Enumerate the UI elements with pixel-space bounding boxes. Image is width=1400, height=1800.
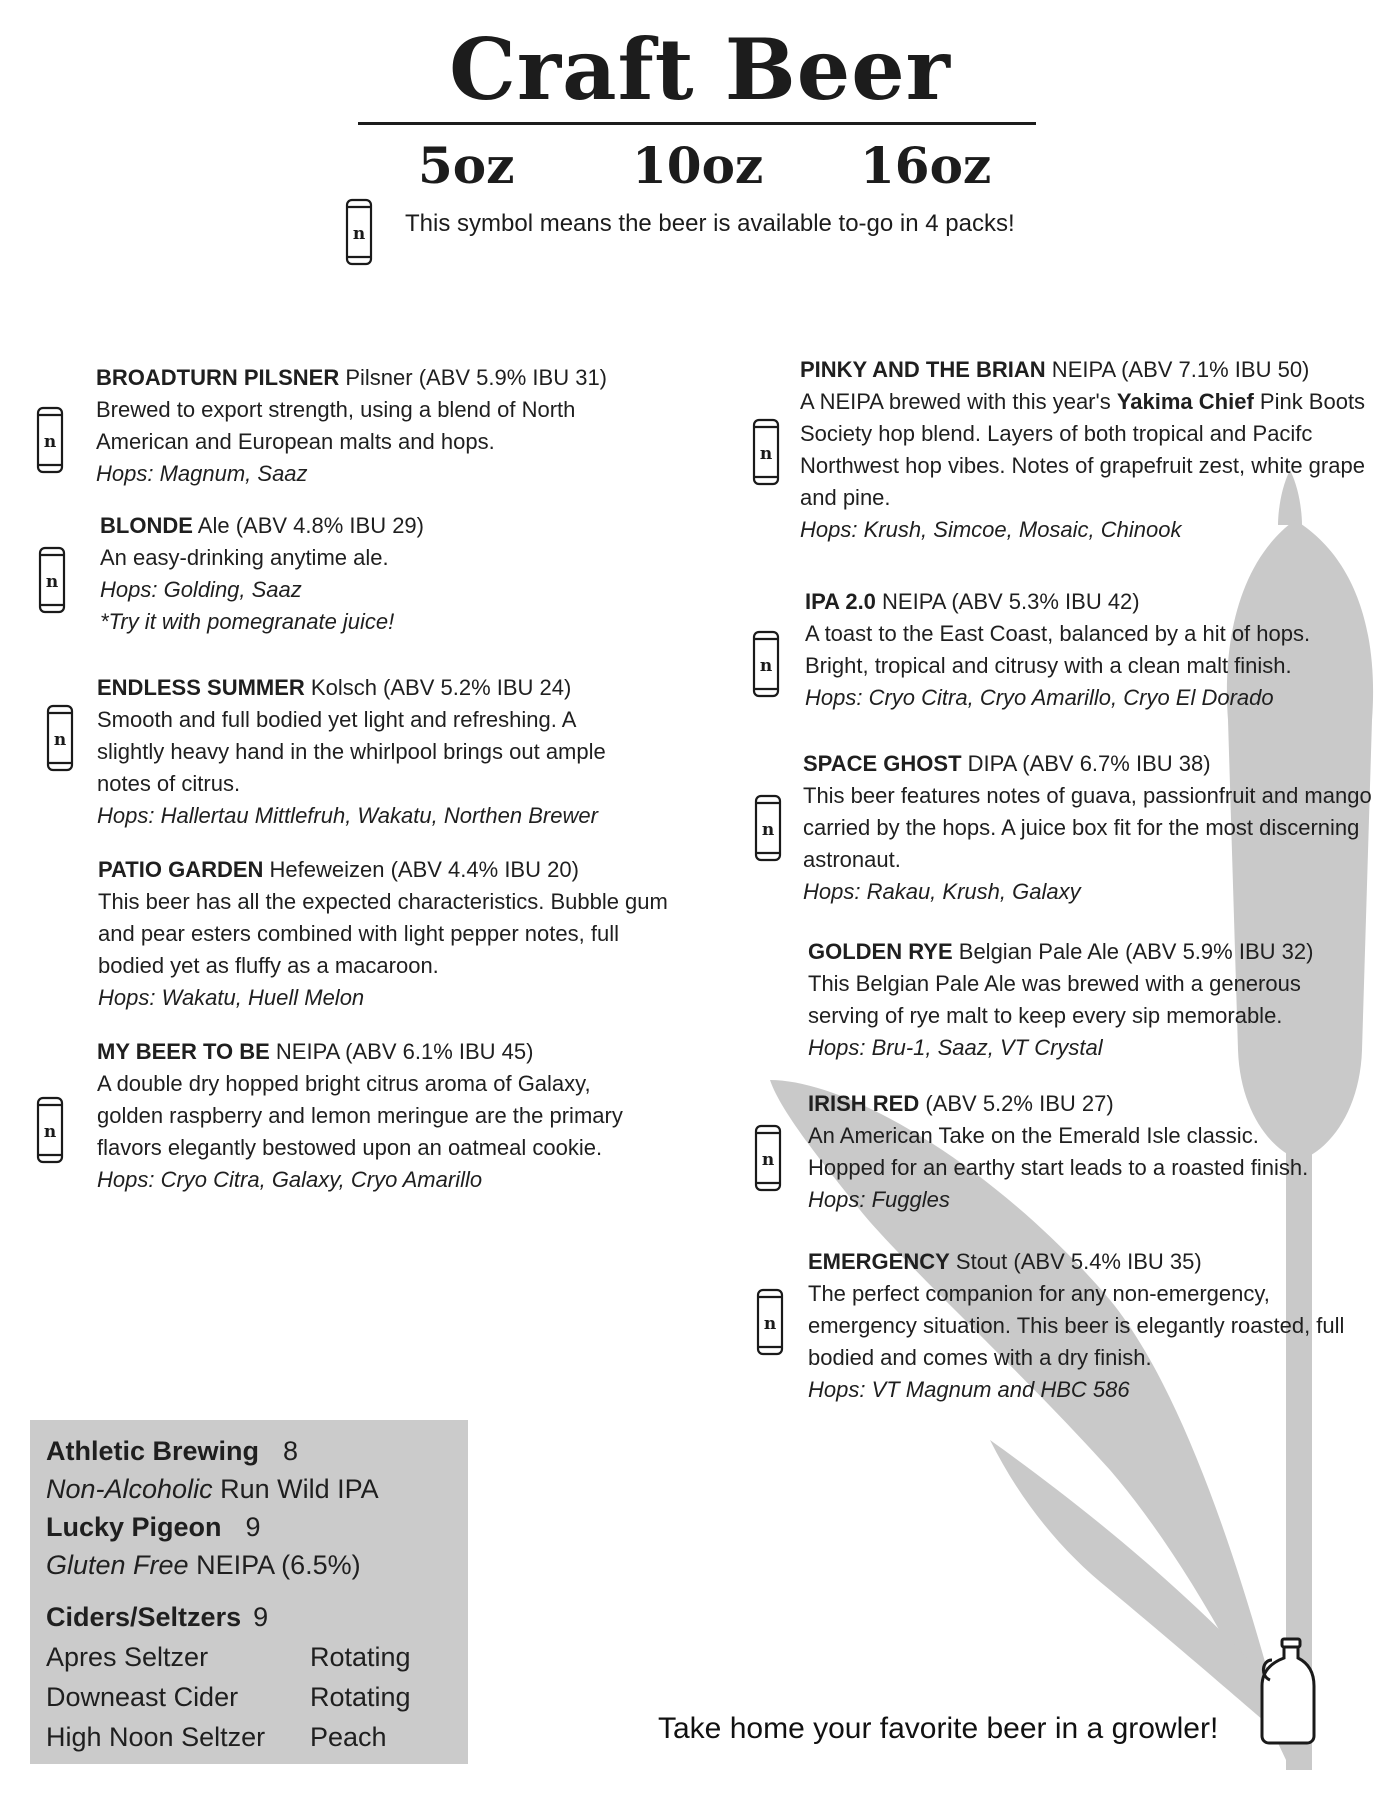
beer-irish-red: [808, 1088, 1308, 1216]
can-legend-text: This symbol means the beer is available to-go in 4 packs!: [405, 210, 1015, 237]
run-wild-ipa-label: Run Wild IPA: [212, 1474, 379, 1504]
title-divider: [358, 122, 1036, 125]
beer-blonde: [100, 510, 424, 638]
beer-pinky-and-the-brian: [800, 354, 1365, 546]
lucky-pigeon-heading: [46, 1512, 261, 1543]
ciders-seltzers-heading: [46, 1602, 268, 1633]
beer-golden-rye: [808, 936, 1313, 1064]
svg-text:n: n: [759, 656, 773, 676]
beer-desc-line: This beer has all the expected characteristics. Bubble gum: [98, 889, 668, 914]
can-icon: [46, 704, 74, 772]
beer-desc-line: bodied yet as fluffy as a macaroon.: [98, 953, 439, 978]
growler-promo-text: Take home your favorite beer in a growler!: [658, 1712, 1219, 1745]
beer-style: Kolsch (ABV 5.2% IBU 24): [304, 675, 572, 700]
beer-space-ghost: [803, 748, 1372, 908]
svg-text:n: n: [761, 820, 775, 840]
beer-desc-line: Smooth and full bodied yet light and refreshing. A: [97, 707, 577, 732]
beer-desc-line: notes of citrus.: [97, 771, 241, 796]
size-5oz: 5oz: [418, 136, 515, 195]
beer-name: ENDLESS SUMMER: [97, 675, 305, 700]
beer-desc-line: American and European malts and hops.: [96, 429, 495, 454]
beer-name: EMERGENCY: [808, 1249, 950, 1274]
beer-style: Ale (ABV 4.8% IBU 29): [192, 513, 424, 538]
svg-text:n: n: [761, 1150, 775, 1170]
beer-ipa-2-0: [805, 586, 1310, 714]
can-icon: [36, 1096, 64, 1164]
size-10oz: 10oz: [632, 136, 764, 195]
beer-broadturn-pilsner: [96, 362, 607, 490]
non-alcoholic-label: Non-Alcoholic: [46, 1474, 213, 1504]
beer-desc-line: flavors elegantly bestowed upon an oatmeal cookie.: [97, 1135, 603, 1160]
beer-name: BROADTURN PILSNER: [96, 365, 340, 390]
beer-style: DIPA (ABV 6.7% IBU 38): [961, 751, 1211, 776]
can-icon: [752, 418, 780, 486]
beer-desc-line: carried by the hops. A juice box fit for the most discerning: [803, 815, 1360, 840]
cider-flavor: Peach: [310, 1722, 387, 1752]
can-icon: [756, 1288, 784, 1356]
beer-desc-line: astronaut.: [803, 847, 901, 872]
beer-endless-summer: [97, 672, 606, 832]
cider-name: Downeast Cider: [46, 1682, 239, 1712]
cider-flavor: Rotating: [310, 1682, 411, 1712]
beer-name: GOLDEN RYE: [808, 939, 953, 964]
cider-name: High Noon Seltzer: [46, 1722, 266, 1752]
beer-my-beer-to-be: [97, 1036, 623, 1196]
gluten-free-label: Gluten Free: [46, 1550, 189, 1580]
beer-hops: Hops: Fuggles: [808, 1187, 950, 1212]
yakima-chief-brand: Yakima Chief: [1116, 389, 1254, 414]
beer-hops: Hops: Magnum, Saaz: [96, 461, 308, 486]
non-alcoholic-cider-box: [30, 1420, 468, 1764]
svg-text:n: n: [45, 572, 59, 592]
beer-desc-line: slightly heavy hand in the whirlpool brings out ample: [97, 739, 606, 764]
beer-desc-line: Pink Boots: [1253, 389, 1366, 414]
beer-style: Pilsner (ABV 5.9% IBU 31): [339, 365, 608, 390]
beer-desc-line: golden raspberry and lemon meringue are the primary: [97, 1103, 623, 1128]
svg-text:n: n: [759, 444, 773, 464]
cider-name: Apres Seltzer: [46, 1642, 209, 1672]
beer-desc-line: A toast to the East Coast, balanced by a hit of hops.: [805, 621, 1311, 646]
beer-desc-line: and pine.: [800, 485, 891, 510]
beer-patio-garden: [98, 854, 668, 1014]
cider-flavor: Rotating: [310, 1642, 411, 1672]
beer-desc-line: Brewed to export strength, using a blend of North: [96, 397, 576, 422]
can-icon: [752, 630, 780, 698]
beer-hops: Hops: Bru-1, Saaz, VT Crystal: [808, 1035, 1103, 1060]
beer-name: MY BEER TO BE: [97, 1039, 270, 1064]
beer-style: (ABV 5.2% IBU 27): [919, 1091, 1114, 1116]
beer-style: NEIPA (ABV 6.1% IBU 45): [269, 1039, 534, 1064]
beer-style: Belgian Pale Ale (ABV 5.9% IBU 32): [952, 939, 1314, 964]
beer-desc-line: A NEIPA brewed with this year's: [800, 389, 1117, 414]
svg-text:n: n: [352, 224, 366, 244]
can-icon: [345, 198, 373, 266]
beer-desc-line: and pear esters combined with light pepper notes, full: [98, 921, 619, 946]
athletic-brewing-type: [46, 1474, 379, 1505]
beer-desc-line: serving of rye malt to keep every sip memorable.: [808, 1003, 1283, 1028]
beer-desc-line: This beer features notes of guava, passionfruit and mango: [803, 783, 1372, 808]
athletic-brewing-heading: [46, 1436, 298, 1467]
beer-hops: Hops: Wakatu, Huell Melon: [98, 985, 365, 1010]
growler-icon: [1258, 1636, 1318, 1746]
beer-desc-line: An American Take on the Emerald Isle classic.: [808, 1123, 1259, 1148]
beer-desc-line: The perfect companion for any non-emergency,: [808, 1281, 1270, 1306]
neipa-label: NEIPA (6.5%): [188, 1550, 361, 1580]
beer-name: BLONDE: [100, 513, 193, 538]
beer-desc-line: Bright, tropical and citrusy with a clean malt finish.: [805, 653, 1292, 678]
beer-desc-line: Northwest hop vibes. Notes of grapefruit zest, white grape: [800, 453, 1365, 478]
lucky-pigeon-type: [46, 1550, 361, 1581]
beer-hops: Hops: Golding, Saaz: [100, 577, 302, 602]
ciders-seltzers-price: 9: [253, 1602, 269, 1632]
svg-text:n: n: [43, 432, 57, 452]
can-icon: [38, 546, 66, 614]
page-title: Craft Beer: [449, 20, 951, 119]
svg-text:n: n: [763, 1314, 777, 1334]
size-16oz: 16oz: [860, 136, 992, 195]
beer-name: PATIO GARDEN: [98, 857, 264, 882]
beer-hops: Hops: Cryo Citra, Cryo Amarillo, Cryo El Dorado: [805, 685, 1274, 710]
beer-hops: Hops: Cryo Citra, Galaxy, Cryo Amarillo: [97, 1167, 483, 1192]
lucky-pigeon-price: 9: [245, 1512, 261, 1542]
beer-hops: Hops: Krush, Simcoe, Mosaic, Chinook: [800, 517, 1182, 542]
beer-hops: Hops: VT Magnum and HBC 586: [808, 1377, 1130, 1402]
can-icon: [754, 794, 782, 862]
beer-style: Hefeweizen (ABV 4.4% IBU 20): [263, 857, 579, 882]
beer-name: IPA 2.0: [805, 589, 876, 614]
can-icon: [36, 406, 64, 474]
svg-text:n: n: [43, 1122, 57, 1142]
beer-desc-line: An easy-drinking anytime ale.: [100, 545, 389, 570]
athletic-brewing-price: 8: [283, 1436, 299, 1466]
beer-note: *Try it with pomegranate juice!: [100, 609, 395, 634]
beer-style: NEIPA (ABV 7.1% IBU 50): [1045, 357, 1310, 382]
beer-hops: Hops: Rakau, Krush, Galaxy: [803, 879, 1081, 904]
beer-desc-line: bodied and comes with a dry finish.: [808, 1345, 1152, 1370]
beer-name: IRISH RED: [808, 1091, 920, 1116]
beer-emergency: [808, 1246, 1344, 1406]
athletic-brewing-name: Athletic Brewing: [46, 1436, 260, 1466]
ciders-seltzers-title: Ciders/Seltzers: [46, 1602, 242, 1632]
beer-hops: Hops: Hallertau Mittlefruh, Wakatu, Northen Brewer: [97, 803, 598, 828]
beer-desc-line: A double dry hopped bright citrus aroma of Galaxy,: [97, 1071, 591, 1096]
beer-name: PINKY AND THE BRIAN: [800, 357, 1046, 382]
beer-name: SPACE GHOST: [803, 751, 962, 776]
beer-desc-line: Society hop blend. Layers of both tropical and Pacifc: [800, 421, 1313, 446]
svg-text:n: n: [53, 730, 67, 750]
beer-style: Stout (ABV 5.4% IBU 35): [949, 1249, 1202, 1274]
beer-desc-line: emergency situation. This beer is elegantly roasted, full: [808, 1313, 1345, 1338]
beer-desc-line: Hopped for an earthy start leads to a roasted finish.: [808, 1155, 1309, 1180]
beer-desc-line: This Belgian Pale Ale was brewed with a generous: [808, 971, 1301, 996]
beer-style: NEIPA (ABV 5.3% IBU 42): [875, 589, 1140, 614]
can-icon: [754, 1124, 782, 1192]
lucky-pigeon-name: Lucky Pigeon: [46, 1512, 222, 1542]
